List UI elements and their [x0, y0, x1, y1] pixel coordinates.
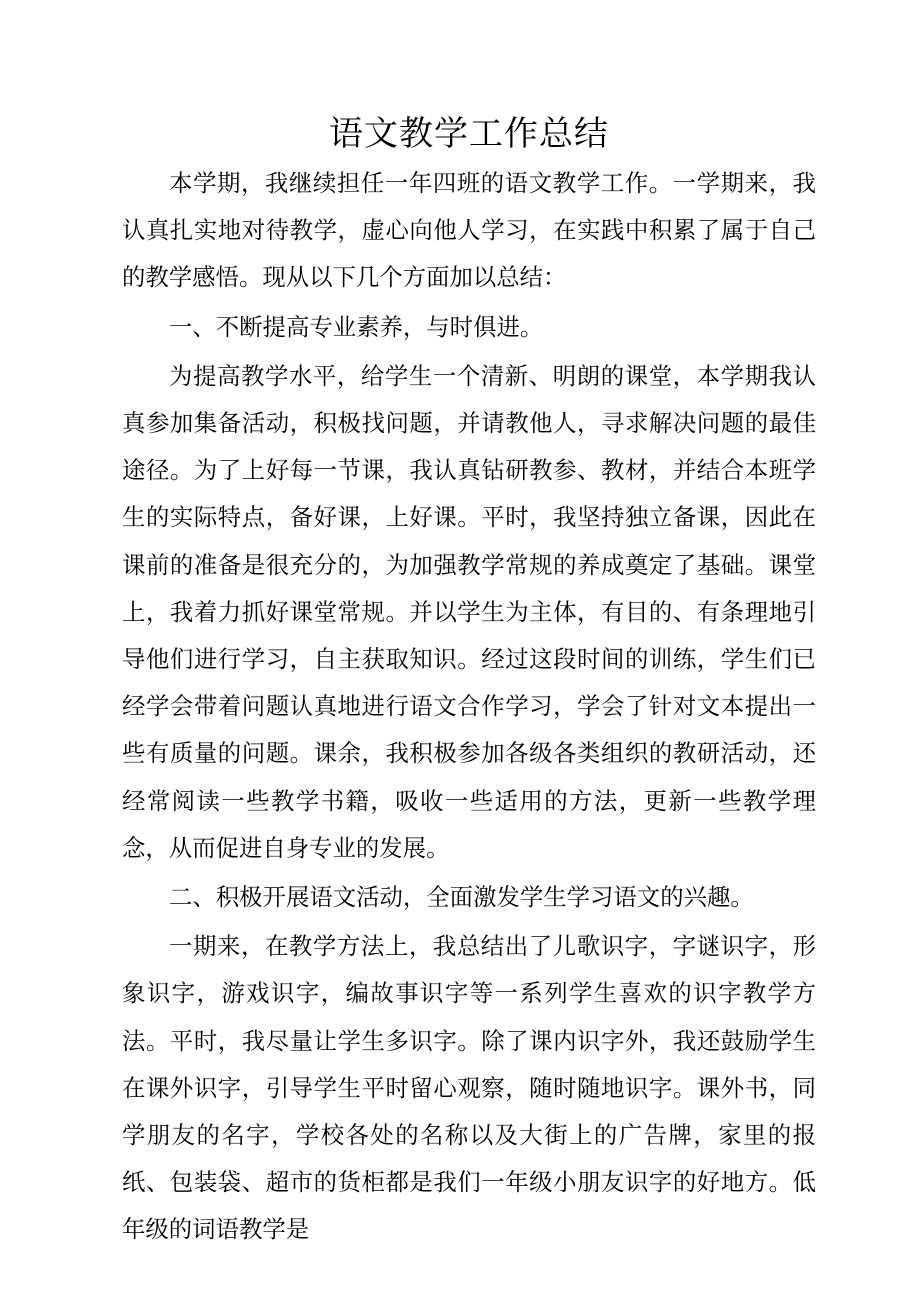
document-body — [122, 108, 816, 1254]
section-2-paragraph: 一期来，在教学方法上，我总结出了儿歌识字，字谜识字，形象识字，游戏识字，编故事识字等一系列学生喜欢的识字教学方法。平时，我尽量让学生多识字。除了课内识字外，我还鼓励学生在课外识字，引导学生平时留心观察，随时随地识字。课外书，同学朋友的名字，学校各处的名称以及大街上的广告牌，家里的报纸、包装袋、超市的货柜都是我们一年级小朋友识字的好地方。低年级的词语教学是 — [122, 932, 816, 1244]
section-heading-2: 二、积极开展语文活动，全面激发学生学习语文的兴趣。 — [169, 883, 754, 912]
document-title: 语文教学工作总结 — [329, 114, 609, 154]
section-1-paragraph: 为提高教学水平，给学生一个清新、明朗的课堂，本学期我认真参加集备活动，积极找问题，并请教他人，寻求解决问题的最佳途径。为了上好每一节课，我认真钻研教参、教材，并结合本班学生的实际特点，备好课，上好课。平时，我坚持独立备课，因此在课前的准备是很充分的，为加强教学常规的养成奠定了基础。课堂上，我着力抓好课堂常规。并以学生为主体，有目的、有条理地引导他们进行学习，自主获取知识。经过这段时间的训练，学生们已经学会带着问题认真地进行语文合作学习，学会了针对文本提出一些有质量的问题。课余，我积极参加各级各类组织的教研活动，还经常阅读一些教学书籍，吸收一些适用的方法，更新一些教学理念，从而促进自身专业的发展。 — [122, 361, 816, 862]
intro-paragraph: 本学期，我继续担任一年四班的语文教学工作。一学期来，我认真扎实地对待教学，虚心向他人学习，在实践中积累了属于自己的教学感悟。现从以下几个方面加以总结： — [122, 169, 816, 292]
section-heading-1: 一、不断提高专业素养，与时俱进。 — [169, 312, 544, 341]
